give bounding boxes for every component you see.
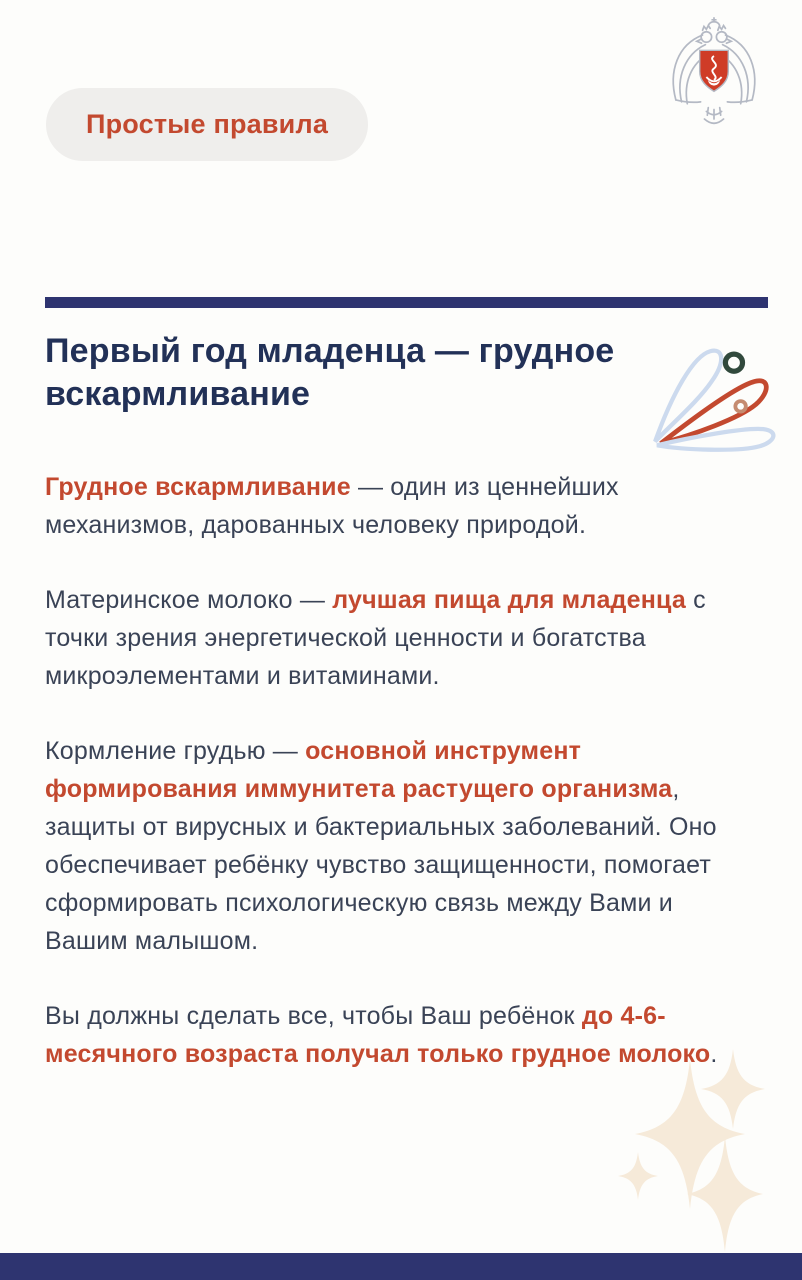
ministry-emblem-logo <box>666 16 762 140</box>
page-title: Первый год младенца — грудное вскармливание <box>45 332 615 413</box>
body-text: Кормление грудью — <box>45 737 306 765</box>
simple-rules-badge: Простые правила <box>46 88 368 161</box>
accent-text: основной инструмент формирования иммунитета растущего организма <box>45 737 673 803</box>
sparkles-icon <box>604 1046 794 1258</box>
body-text: с точки зрения энергетической ценности и богатства микроэлементами и витаминами. <box>45 586 706 690</box>
petals-icon <box>638 326 790 462</box>
body-paragraphs <box>45 468 750 1110</box>
body-text: Материнское молоко — <box>45 586 333 614</box>
paragraph <box>45 581 750 695</box>
body-text: Вы должны сделать все, чтобы Ваш ребёнок <box>45 1002 582 1030</box>
double-eagle-icon <box>666 16 762 140</box>
paragraph <box>45 468 750 544</box>
paragraph <box>45 732 750 960</box>
body-text: , защиты от вирусных и бактериальных заболеваний. Оно обеспечивает ребёнку чувство защищенности, помогает сформировать психологическую связь между Вами и Вашим малышом. <box>45 775 717 955</box>
top-divider <box>45 297 768 308</box>
body-text: — один из ценнейших механизмов, дарованных человеку природой. <box>45 473 619 539</box>
body-text: . <box>710 1040 718 1068</box>
accent-text: Грудное вскармливание <box>45 473 351 501</box>
footer-bar <box>0 1253 802 1280</box>
accent-text: до 4-6-месячного возраста получал только грудное молоко <box>45 1002 711 1068</box>
accent-text: лучшая пища для младенца <box>332 586 686 614</box>
